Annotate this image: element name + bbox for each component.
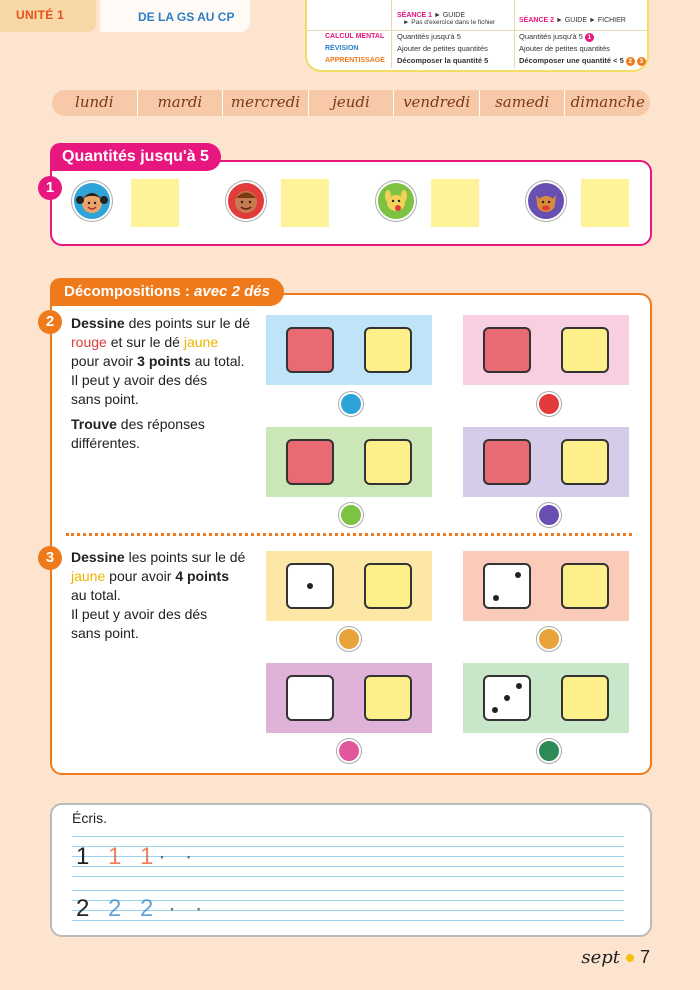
exercise-2-number: 2 — [38, 310, 62, 334]
red-die[interactable] — [286, 327, 334, 373]
row-label-apprentissage: APPRENTISSAGE — [325, 57, 385, 64]
s1-row-3: Décomposer la quantité 5 — [397, 56, 489, 65]
ex3-pane-2 — [463, 551, 629, 621]
seance1-title: SÉANCE 1 ► GUIDE — [397, 12, 466, 19]
pip — [504, 695, 510, 701]
seances-table — [305, 0, 649, 72]
ex3-pane-3 — [266, 663, 432, 733]
girl-avatar-icon — [72, 181, 112, 221]
red-die[interactable] — [483, 327, 531, 373]
ex2-pane-3 — [266, 427, 432, 497]
day-dimanche[interactable]: dimanche — [570, 93, 645, 111]
row-label-calcul: CALCUL MENTAL — [325, 33, 385, 40]
page-word: sept — [581, 947, 620, 968]
ex2-pane-1 — [266, 315, 432, 385]
row-label-revision: RÉVISION — [325, 45, 359, 52]
badge-3: 3 — [637, 57, 646, 66]
badge-1: 1 — [585, 33, 594, 42]
exercise-2-instructions: Dessine des points sur le dé rouge et sur le dé jaune pour avoir 3 points au total. Il peut y avoir des dés sans point. Trouve des réponses différentes. — [71, 315, 250, 451]
yellow-die[interactable] — [364, 563, 412, 609]
dog-avatar-icon — [337, 739, 361, 763]
dog-purple-avatar-icon — [526, 181, 566, 221]
dog-avatar-icon — [537, 739, 561, 763]
pip — [493, 595, 499, 601]
yellow-die[interactable] — [364, 327, 412, 373]
day-lundi[interactable]: lundi — [52, 90, 138, 116]
exercise-3-number: 3 — [38, 546, 62, 570]
answer-box-4[interactable] — [581, 179, 629, 227]
unit-label: UNITÉ 1 — [16, 8, 65, 22]
girl-avatar-icon — [337, 627, 361, 651]
ex3-pane-4 — [463, 663, 629, 733]
s1-row-2: Ajouter de petites quantités — [397, 44, 488, 53]
exercise-1-number: 1 — [38, 176, 62, 200]
section-divider — [66, 533, 632, 536]
day-vendredi[interactable]: vendredi — [394, 90, 480, 116]
s1-row-1: Quantités jusqu'à 5 — [397, 32, 461, 41]
days-strip — [52, 90, 650, 116]
yellow-die[interactable] — [561, 327, 609, 373]
white-die-two — [483, 563, 531, 609]
day-mercredi[interactable]: mercredi — [223, 90, 309, 116]
exercise-3-instructions: Dessine les points sur le dé jaune pour avoir 4 points au total. Il peut y avoir des dés sans point. — [71, 549, 246, 641]
s2-row-1: Quantités jusqu'à 5 1 — [519, 32, 594, 42]
yellow-die[interactable] — [364, 439, 412, 485]
yellow-die[interactable] — [561, 439, 609, 485]
model-digit-1: 1 — [76, 843, 90, 870]
badge-2: 2 — [626, 57, 635, 66]
answer-box-3[interactable] — [431, 179, 479, 227]
boy-avatar-icon — [537, 627, 561, 651]
day-samedi[interactable]: samedi — [480, 90, 566, 116]
page-digit: 7 — [639, 947, 650, 967]
dot-guides-2[interactable]: · · — [168, 895, 209, 922]
pip — [516, 683, 522, 689]
s2-row-2: Ajouter de petites quantités — [519, 44, 610, 53]
s2-row-3: Décomposer une quantité < 5 2 3 — [519, 56, 646, 66]
unit-tab — [0, 0, 96, 32]
ex2-pane-4 — [463, 427, 629, 497]
pip — [515, 572, 521, 578]
red-die[interactable] — [286, 439, 334, 485]
seance1-note: ► Pas d'exercice dans le fichier — [403, 19, 496, 26]
dog-green-avatar-icon — [376, 181, 416, 221]
model-digit-2: 2 — [76, 895, 90, 922]
traced-digits-1[interactable]: 1 1 — [108, 843, 160, 870]
writing-title: Écris. — [72, 810, 107, 826]
level-label: DE LA GS AU CP — [138, 10, 235, 24]
seance2-title: SÉANCE 2 ► GUIDE ► FICHIER — [519, 17, 626, 24]
red-die[interactable] — [483, 439, 531, 485]
day-mardi[interactable]: mardi — [138, 90, 224, 116]
yellow-die[interactable] — [561, 563, 609, 609]
answer-box-1[interactable] — [131, 179, 179, 227]
yellow-die[interactable] — [561, 675, 609, 721]
pip — [307, 583, 313, 589]
girl-avatar-icon — [339, 392, 363, 416]
ex3-pane-1 — [266, 551, 432, 621]
level-tab — [100, 0, 250, 32]
dot-guides-1[interactable]: · · — [158, 843, 199, 870]
day-jeudi[interactable]: jeudi — [309, 90, 395, 116]
ex2-pane-2 — [463, 315, 629, 385]
dog-purple-avatar-icon — [537, 503, 561, 527]
yellow-die[interactable] — [364, 675, 412, 721]
white-die-three — [483, 675, 531, 721]
boy-avatar-icon — [226, 181, 266, 221]
decompositions-title: Décompositions : avec 2 dés — [50, 278, 284, 306]
answer-box-2[interactable] — [281, 179, 329, 227]
dog-green-avatar-icon — [339, 503, 363, 527]
white-die-blank — [286, 675, 334, 721]
dot-icon — [626, 954, 634, 962]
page-number — [581, 947, 650, 968]
boy-avatar-icon — [537, 392, 561, 416]
pip — [492, 707, 498, 713]
quantities-title: Quantités jusqu'à 5 — [50, 143, 221, 171]
white-die-one — [286, 563, 334, 609]
traced-digits-2[interactable]: 2 2 — [108, 895, 160, 922]
